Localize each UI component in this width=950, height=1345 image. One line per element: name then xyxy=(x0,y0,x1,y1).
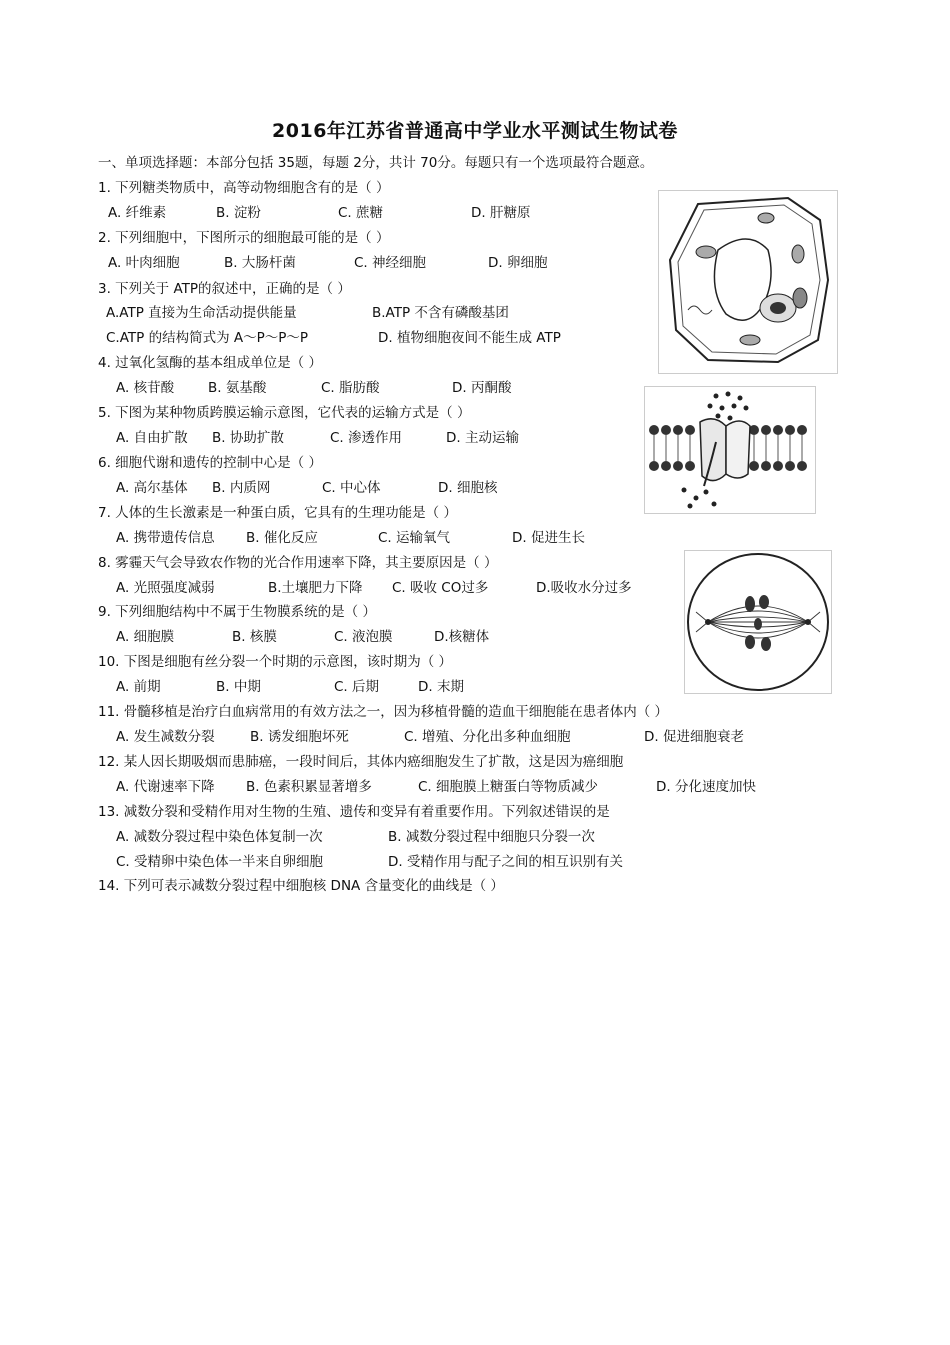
q9-option-d[interactable]: D.核糖体 xyxy=(434,629,490,645)
section-intro: 一、单项选择题：本部分包括 35题，每题 2分，共计 70分。每题只有一个选项最符合题意。 xyxy=(98,155,654,171)
q8-option-c[interactable]: C. 吸收 CO过多 xyxy=(392,580,489,596)
question-14-stem: 14. 下列可表示减数分裂过程中细胞核 DNA 含量变化的曲线是（ ） xyxy=(98,878,504,894)
q12-option-b[interactable]: B. 色素积累显著增多 xyxy=(246,779,372,795)
q3-option-a[interactable]: A.ATP 直接为生命活动提供能量 xyxy=(106,305,297,321)
q5-option-c[interactable]: C. 渗透作用 xyxy=(330,430,403,446)
q2-option-b[interactable]: B. 大肠杆菌 xyxy=(224,255,296,271)
q2-option-c[interactable]: C. 神经细胞 xyxy=(354,255,427,271)
q10-option-c[interactable]: C. 后期 xyxy=(334,679,380,695)
q1-option-d[interactable]: D. 肝糖原 xyxy=(471,205,531,221)
q1-option-c[interactable]: C. 蔗糖 xyxy=(338,205,384,221)
membrane-transport-image xyxy=(644,386,816,514)
q7-option-b[interactable]: B. 催化反应 xyxy=(246,530,318,546)
q11-option-d[interactable]: D. 促进细胞衰老 xyxy=(644,729,744,745)
question-4-stem: 4. 过氧化氢酶的基本组成单位是（ ） xyxy=(98,355,322,371)
q1-option-a[interactable]: A. 纤维素 xyxy=(108,205,167,221)
q7-option-d[interactable]: D. 促进生长 xyxy=(512,530,585,546)
q9-option-c[interactable]: C. 液泡膜 xyxy=(334,629,393,645)
q8-option-a[interactable]: A. 光照强度减弱 xyxy=(116,580,215,596)
question-12-stem: 12. 某人因长期吸烟而患肺癌，一段时间后，其体内癌细胞发生了扩散，这是因为癌细胞 xyxy=(98,754,624,770)
page-title: 2016年江苏省普通高中学业水平测试生物试卷 xyxy=(272,120,678,142)
q13-option-c[interactable]: C. 受精卵中染色体一半来自卵细胞 xyxy=(116,854,324,870)
q2-option-d[interactable]: D. 卵细胞 xyxy=(488,255,548,271)
q4-option-b[interactable]: B. 氨基酸 xyxy=(208,380,267,396)
q13-option-b[interactable]: B. 减数分裂过程中细胞只分裂一次 xyxy=(388,829,595,845)
q11-option-a[interactable]: A. 发生减数分裂 xyxy=(116,729,215,745)
q11-option-c[interactable]: C. 增殖、分化出多种血细胞 xyxy=(404,729,571,745)
q6-option-b[interactable]: B. 内质网 xyxy=(212,480,271,496)
q12-option-c[interactable]: C. 细胞膜上糖蛋白等物质减少 xyxy=(418,779,599,795)
mitosis-diagram-image xyxy=(684,550,832,694)
question-5-stem: 5. 下图为某种物质跨膜运输示意图，它代表的运输方式是（ ） xyxy=(98,405,471,421)
q8-option-b[interactable]: B.土壤肥力下降 xyxy=(268,580,363,596)
q3-option-b[interactable]: B.ATP 不含有磷酸基团 xyxy=(372,305,509,321)
q7-option-c[interactable]: C. 运输氧气 xyxy=(378,530,451,546)
q4-option-c[interactable]: C. 脂肪酸 xyxy=(321,380,380,396)
q10-option-a[interactable]: A. 前期 xyxy=(116,679,161,695)
question-13-stem: 13. 减数分裂和受精作用对生物的生殖、遗传和变异有着重要作用。下列叙述错误的是 xyxy=(98,804,610,820)
q6-option-c[interactable]: C. 中心体 xyxy=(322,480,381,496)
question-8-stem: 8. 雾霾天气会导致农作物的光合作用速率下降，其主要原因是（ ） xyxy=(98,555,498,571)
q13-option-d[interactable]: D. 受精作用与配子之间的相互识别有关 xyxy=(388,854,623,870)
q7-option-a[interactable]: A. 携带遗传信息 xyxy=(116,530,215,546)
q4-option-a[interactable]: A. 核苷酸 xyxy=(116,380,175,396)
question-9-stem: 9. 下列细胞结构中不属于生物膜系统的是（ ） xyxy=(98,604,376,620)
q10-option-d[interactable]: D. 末期 xyxy=(418,679,464,695)
q8-option-d[interactable]: D.吸收水分过多 xyxy=(536,580,632,596)
question-10-stem: 10. 下图是细胞有丝分裂一个时期的示意图，该时期为（ ） xyxy=(98,654,453,670)
q1-option-b[interactable]: B. 淀粉 xyxy=(216,205,261,221)
question-7-stem: 7. 人体的生长激素是一种蛋白质，它具有的生理功能是（ ） xyxy=(98,505,457,521)
q12-option-a[interactable]: A. 代谢速率下降 xyxy=(116,779,215,795)
q9-option-a[interactable]: A. 细胞膜 xyxy=(116,629,175,645)
q5-option-b[interactable]: B. 协助扩散 xyxy=(212,430,284,446)
q3-option-d[interactable]: D. 植物细胞夜间不能生成 ATP xyxy=(378,330,561,346)
q5-option-a[interactable]: A. 自由扩散 xyxy=(116,430,188,446)
q4-option-d[interactable]: D. 丙酮酸 xyxy=(452,380,512,396)
q5-option-d[interactable]: D. 主动运输 xyxy=(446,430,519,446)
q3-option-c[interactable]: C.ATP 的结构简式为 A～P～P～P xyxy=(106,330,309,346)
q13-option-a[interactable]: A. 减数分裂过程中染色体复制一次 xyxy=(116,829,323,845)
q6-option-d[interactable]: D. 细胞核 xyxy=(438,480,498,496)
q6-option-a[interactable]: A. 高尔基体 xyxy=(116,480,188,496)
q10-option-b[interactable]: B. 中期 xyxy=(216,679,261,695)
question-11-stem: 11. 骨髓移植是治疗白血病常用的有效方法之一，因为移植骨髓的造血干细胞能在患者体内（ ） xyxy=(98,704,669,720)
question-1-stem: 1. 下列糖类物质中，高等动物细胞含有的是（ ） xyxy=(98,180,390,196)
question-3-stem: 3. 下列关于 ATP的叙述中，正确的是（ ） xyxy=(98,281,351,297)
q12-option-d[interactable]: D. 分化速度加快 xyxy=(656,779,756,795)
question-2-stem: 2. 下列细胞中，下图所示的细胞最可能的是（ ） xyxy=(98,230,390,246)
question-6-stem: 6. 细胞代谢和遗传的控制中心是（ ） xyxy=(98,455,322,471)
q9-option-b[interactable]: B. 核膜 xyxy=(232,629,277,645)
q11-option-b[interactable]: B. 诱发细胞坏死 xyxy=(250,729,349,745)
cell-diagram-image xyxy=(658,190,838,374)
q2-option-a[interactable]: A. 叶肉细胞 xyxy=(108,255,180,271)
